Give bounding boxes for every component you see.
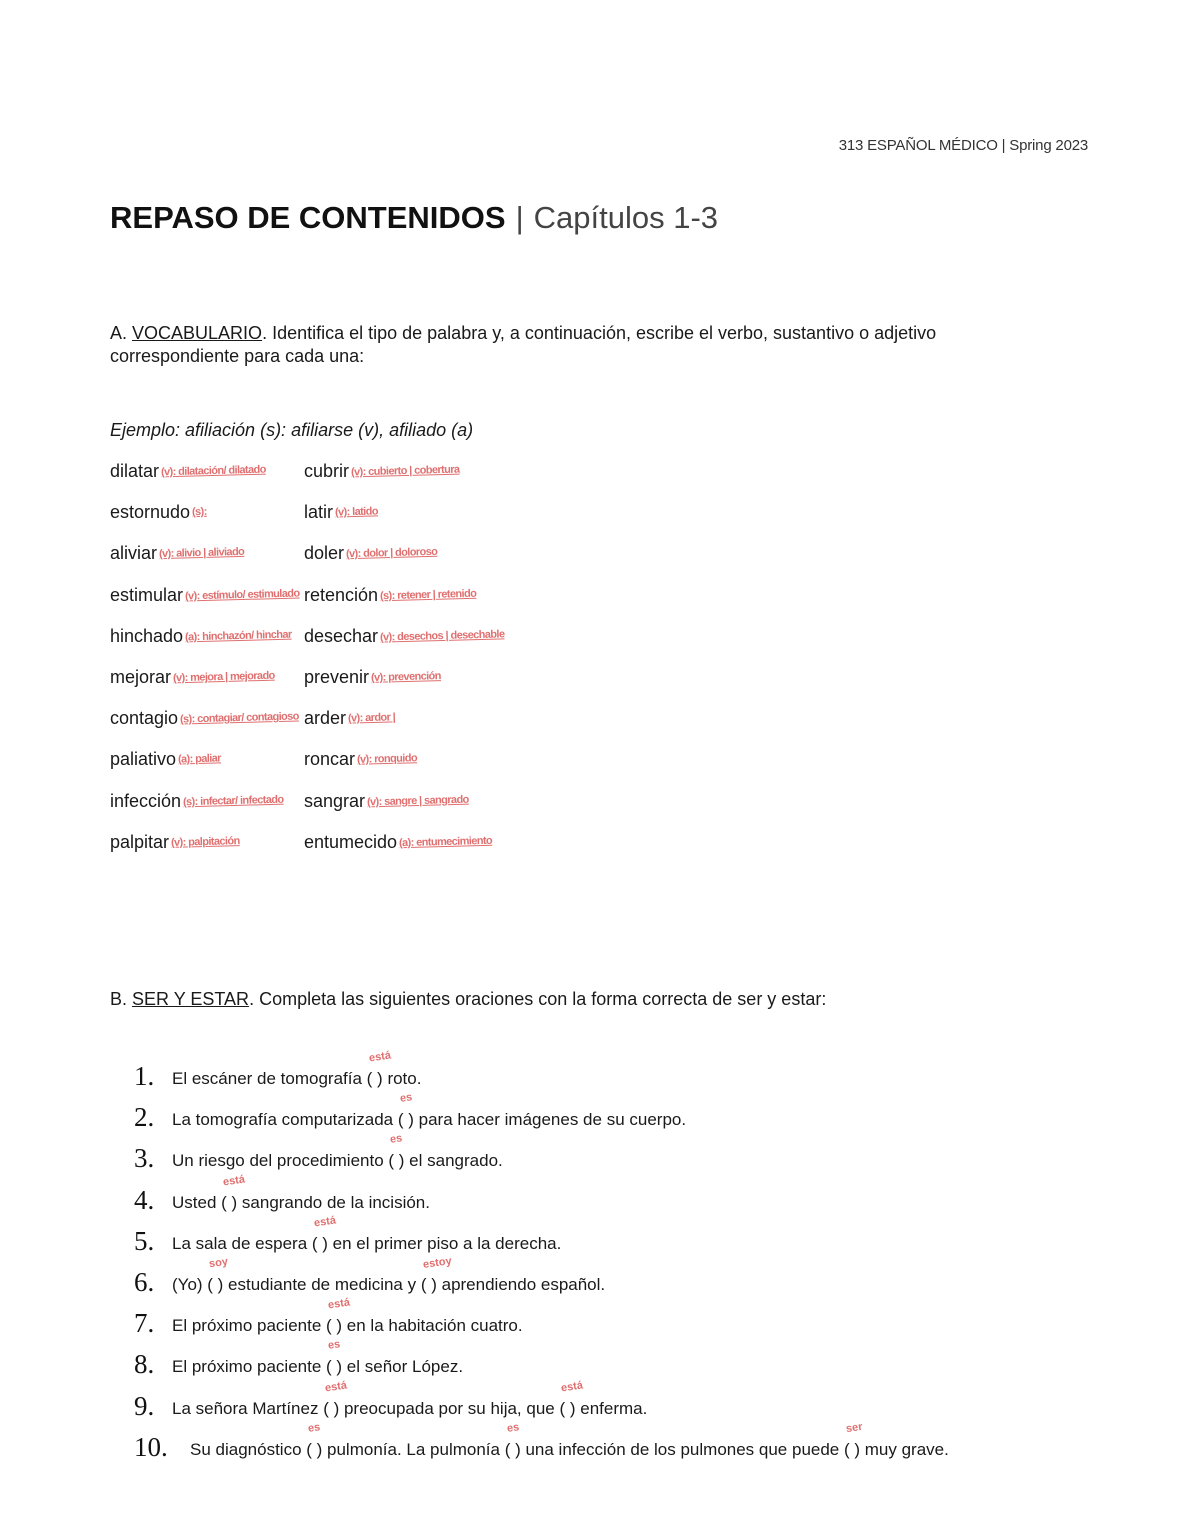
vocab-answer-right: (v): ardor | [347,711,396,725]
sentence-segment: aprendiendo español. [436,1275,606,1294]
handwritten-answer: soy [208,1255,229,1271]
section-a-instruction [110,322,936,368]
vocab-word-left: mejorar [110,667,172,687]
section-b-letter: B. [110,989,133,1009]
title-main: REPASO DE CONTENIDOS [110,200,506,235]
sentence-text [172,1214,562,1254]
handwritten-answer: es [327,1338,342,1353]
vocab-word-right: roncar [304,749,356,770]
sentence-text [172,1132,503,1171]
sentence-number: 5. [134,1225,155,1256]
handwritten-answer: está [367,1049,392,1065]
vocab-word-right: sangrar [304,790,366,811]
handwritten-answer: está [560,1379,585,1395]
sentence-segment: preocupada por su hija, que [339,1398,560,1418]
handwritten-answer: es [389,1132,404,1147]
answer-blank[interactable]: ( ) es [326,1338,343,1377]
sentence-number: 3. [134,1143,155,1174]
title-chapters: Capítulos 1-3 [533,200,719,235]
vocab-answer-left: (v): palpitación [170,834,240,849]
vocab-word-left: contagio [110,708,179,729]
sentence-number: 6. [134,1267,155,1297]
vocab-answer-right: (v): desechos | desechable [379,628,505,644]
section-a-heading: VOCABULARIO [132,323,263,343]
sentence-number: 4. [134,1184,155,1215]
vocab-word-right: entumecido [304,831,398,852]
vocab-answer-right: (s): retener | retenido [379,587,477,602]
section-a-instruction-line1: . Identifica el tipo de palabra y, a continuación, escribe el verbo, sustantivo o adjetivo [262,323,937,343]
vocab-answer-left: (s): infectar/ infectado [182,793,284,808]
page-title [110,200,718,236]
handwritten-answer: ser [845,1420,864,1435]
sentence-number: 9. [134,1390,155,1421]
sentence-number: 10. [134,1431,168,1462]
sentence-segment: (Yo) [172,1275,208,1294]
section-b-heading: SER Y ESTAR [132,989,250,1009]
vocab-word-left: hinchado [110,625,184,646]
section-a-instruction-line2: correspondiente para cada una: [110,346,365,366]
answer-blank[interactable]: ( ) está [326,1296,351,1336]
vocab-answer-right: (v): sangre | sangrado [366,793,469,808]
answer-blank[interactable]: ( ) es [397,1091,414,1130]
sentence-segment: Su diagnóstico [190,1439,307,1459]
vocab-word-right: prevenir [304,667,370,687]
sentence-text [172,1296,523,1336]
vocab-answer-right: (v): prevención [370,670,442,684]
sentence-number: 8. [134,1349,155,1380]
sentence-segment: Un riesgo del procedimiento [172,1151,389,1171]
sentence-segment: el sangrado. [404,1151,503,1171]
title-separator: | [515,200,524,235]
sentence-text [172,1255,606,1295]
sentence-segment: en la habitación cuatro. [342,1316,523,1336]
section-b-instruction [110,988,826,1011]
sentence-segment: roto. [382,1069,422,1088]
sentence-number: 2. [134,1102,155,1133]
vocab-answer-right: (v): cubierto | cobertura [350,463,460,479]
vocab-answer-left: (s): contagiar/ contagioso [179,710,300,726]
section-a-letter: A. [110,323,133,343]
answer-blank[interactable]: ( ) es [306,1421,323,1459]
answer-blank[interactable]: ( ) es [504,1421,521,1459]
sentence-number: 1. [134,1061,155,1091]
sentence-segment: El próximo paciente [172,1316,327,1336]
handwritten-answer: es [505,1421,520,1435]
sentence-segment: el señor López. [342,1357,464,1377]
answer-blank[interactable]: ( ) ser [843,1420,864,1459]
vocab-word-left: infección [110,790,182,811]
vocab-answer-right: (v): ronquido [356,752,418,767]
sentence-segment: La tomografía computarizada [172,1110,398,1130]
handwritten-answer: es [399,1091,413,1105]
answer-blank[interactable]: ( ) estoy [420,1255,453,1294]
vocab-word-right: latir [304,502,334,523]
sentence-number: 7. [134,1308,155,1339]
vocab-word-left: estimular [110,584,184,605]
sentence-segment: para hacer imágenes de su cuerpo. [413,1110,687,1130]
sentence-segment: pulmonía. La pulmonía [322,1439,505,1459]
vocab-example: Ejemplo: afiliación (s): afiliarse (v), afiliado (a) [110,420,474,440]
sentence-text [172,1379,648,1419]
vocab-word-left: aliviar [110,543,158,564]
vocab-answer-left: (s): [191,505,207,519]
answer-blank[interactable]: ( ) está [559,1379,585,1418]
vocab-word-right: doler [304,543,345,564]
answer-blank[interactable]: ( ) está [221,1173,246,1212]
handwritten-answer: estoy [422,1255,453,1271]
handwritten-answer: está [313,1214,337,1230]
sentence-text [172,1338,464,1377]
vocab-answer-left: (a): paliar [177,752,222,766]
sentence-segment: Usted [172,1192,222,1212]
sentence-segment: enferma. [575,1398,648,1418]
vocab-word-right: cubrir [304,461,350,481]
answer-blank[interactable]: ( ) está [366,1049,392,1088]
section-b-instruction-text: . Completa las siguientes oraciones con la forma correcta de ser y estar: [249,989,827,1009]
vocab-answer-left: (v): alivio | aliviado [158,546,245,561]
vocab-answer-right: (v): dolor | doloroso [345,546,438,561]
vocab-word-right: arder [304,708,347,729]
handwritten-answer: está [327,1296,351,1312]
sentence-segment: estudiante de medicina y [223,1275,421,1294]
course-label: 313 ESPAÑOL MÉDICO | Spring 2023 [838,137,1088,154]
answer-blank[interactable]: ( ) está [311,1214,337,1253]
sentence-text [172,1091,687,1130]
sentence-segment: una infección de los pulmones que puede [520,1439,844,1459]
sentence-segment: en el primer piso a la derecha. [327,1233,562,1253]
vocab-word-right: retención [304,584,379,605]
sentence-segment: La señora Martínez [172,1398,324,1418]
sentence-segment: La sala de espera [172,1233,312,1253]
sentence-segment: muy grave. [860,1439,949,1459]
vocab-answer-left: (a): hinchazón/ hinchar [184,628,292,644]
vocab-answer-right: (v): latido [334,505,379,519]
vocab-answer-left: (v): estímulo/ estimulado [184,587,300,603]
answer-blank[interactable]: ( ) es [388,1132,405,1171]
handwritten-answer: es [307,1421,322,1435]
vocab-answer-left: (v): dilatación/ dilatado [160,463,266,479]
vocab-word-left: dilatar [110,461,160,481]
vocab-word-left: palpitar [110,831,170,852]
sentence-segment: sangrando de la incisión. [237,1192,430,1212]
sentence-segment: El próximo paciente [172,1357,327,1377]
handwritten-answer: está [222,1173,246,1189]
vocab-answer-left: (v): mejora | mejorado [172,669,275,685]
vocab-answer-right: (a): entumecimiento [398,834,493,850]
sentence-segment: El escáner de tomografía [172,1069,367,1088]
vocab-word-right: desechar [304,625,379,646]
vocab-word-left: paliativo [110,749,177,770]
answer-blank[interactable]: ( ) está [323,1379,348,1418]
sentence-text [172,1173,430,1213]
sentence-text [172,1049,422,1089]
handwritten-answer: está [324,1379,348,1395]
sentence-text [190,1420,949,1460]
answer-blank[interactable]: ( ) soy [207,1255,229,1294]
vocab-word-left: estornudo [110,502,191,523]
